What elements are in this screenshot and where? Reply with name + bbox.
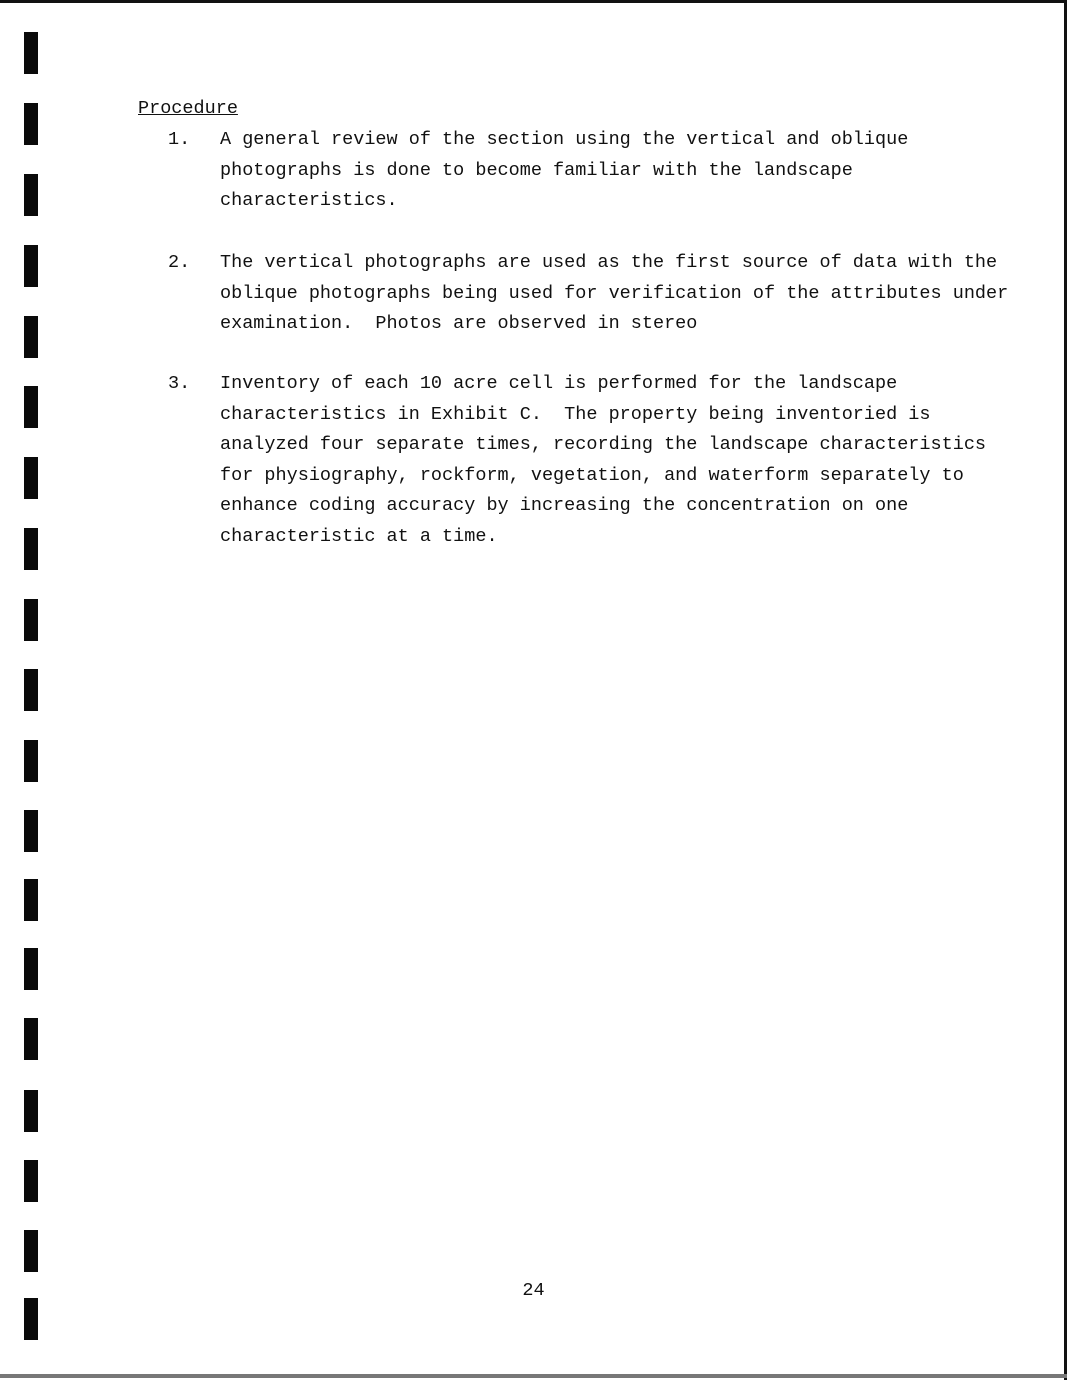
binder-mark	[24, 879, 38, 921]
section-heading: Procedure	[138, 98, 238, 119]
binder-mark	[24, 810, 38, 852]
list-item-number: 3.	[168, 373, 191, 394]
binder-mark	[24, 948, 38, 990]
binder-mark	[24, 386, 38, 428]
binder-mark	[24, 1160, 38, 1202]
binder-mark	[24, 669, 38, 711]
binder-mark	[24, 528, 38, 570]
binder-hole-marks	[0, 0, 50, 1380]
list-item-text-line: for physiography, rockform, vegetation, and waterform separately to	[220, 464, 964, 486]
list-item-text-line: enhance coding accuracy by increasing the concentration on one	[220, 495, 909, 517]
binder-mark	[24, 103, 38, 145]
list-item-text-line: The vertical photographs are used as the first source of data with the	[220, 252, 998, 273]
page-border-top	[0, 0, 1067, 3]
list-item-text-line: characteristic at a time.	[220, 526, 498, 547]
binder-mark	[24, 457, 38, 499]
list-item-text-line: A general review of the section using the vertical and oblique	[220, 129, 909, 150]
list-item-text-line: photographs is done to become familiar with the landscape	[220, 159, 853, 181]
page-number: 24	[522, 1280, 545, 1301]
binder-mark	[24, 1090, 38, 1132]
list-item-text-line: analyzed four separate times, recording the landscape characteristics	[220, 434, 987, 456]
binder-mark	[24, 316, 38, 358]
binder-mark	[24, 1230, 38, 1272]
binder-mark	[24, 174, 38, 216]
list-item-text-line: examination. Photos are observed in stereo	[220, 313, 698, 335]
binder-mark	[24, 32, 38, 74]
binder-mark	[24, 599, 38, 641]
binder-mark	[24, 1018, 38, 1060]
list-item-text-line: characteristics in Exhibit C. The property being inventoried is	[220, 403, 931, 425]
binder-mark	[24, 740, 38, 782]
list-item-text-line: oblique photographs being used for verification of the attributes under	[220, 282, 1009, 304]
list-item-text-line: Inventory of each 10 acre cell is performed for the landscape	[220, 373, 898, 394]
list-item-text-line: characteristics.	[220, 190, 398, 212]
list-item-number: 2.	[168, 252, 191, 273]
binder-mark	[24, 1298, 38, 1340]
binder-mark	[24, 245, 38, 287]
list-item-number: 1.	[168, 129, 191, 150]
page-border-bottom	[0, 1374, 1067, 1378]
